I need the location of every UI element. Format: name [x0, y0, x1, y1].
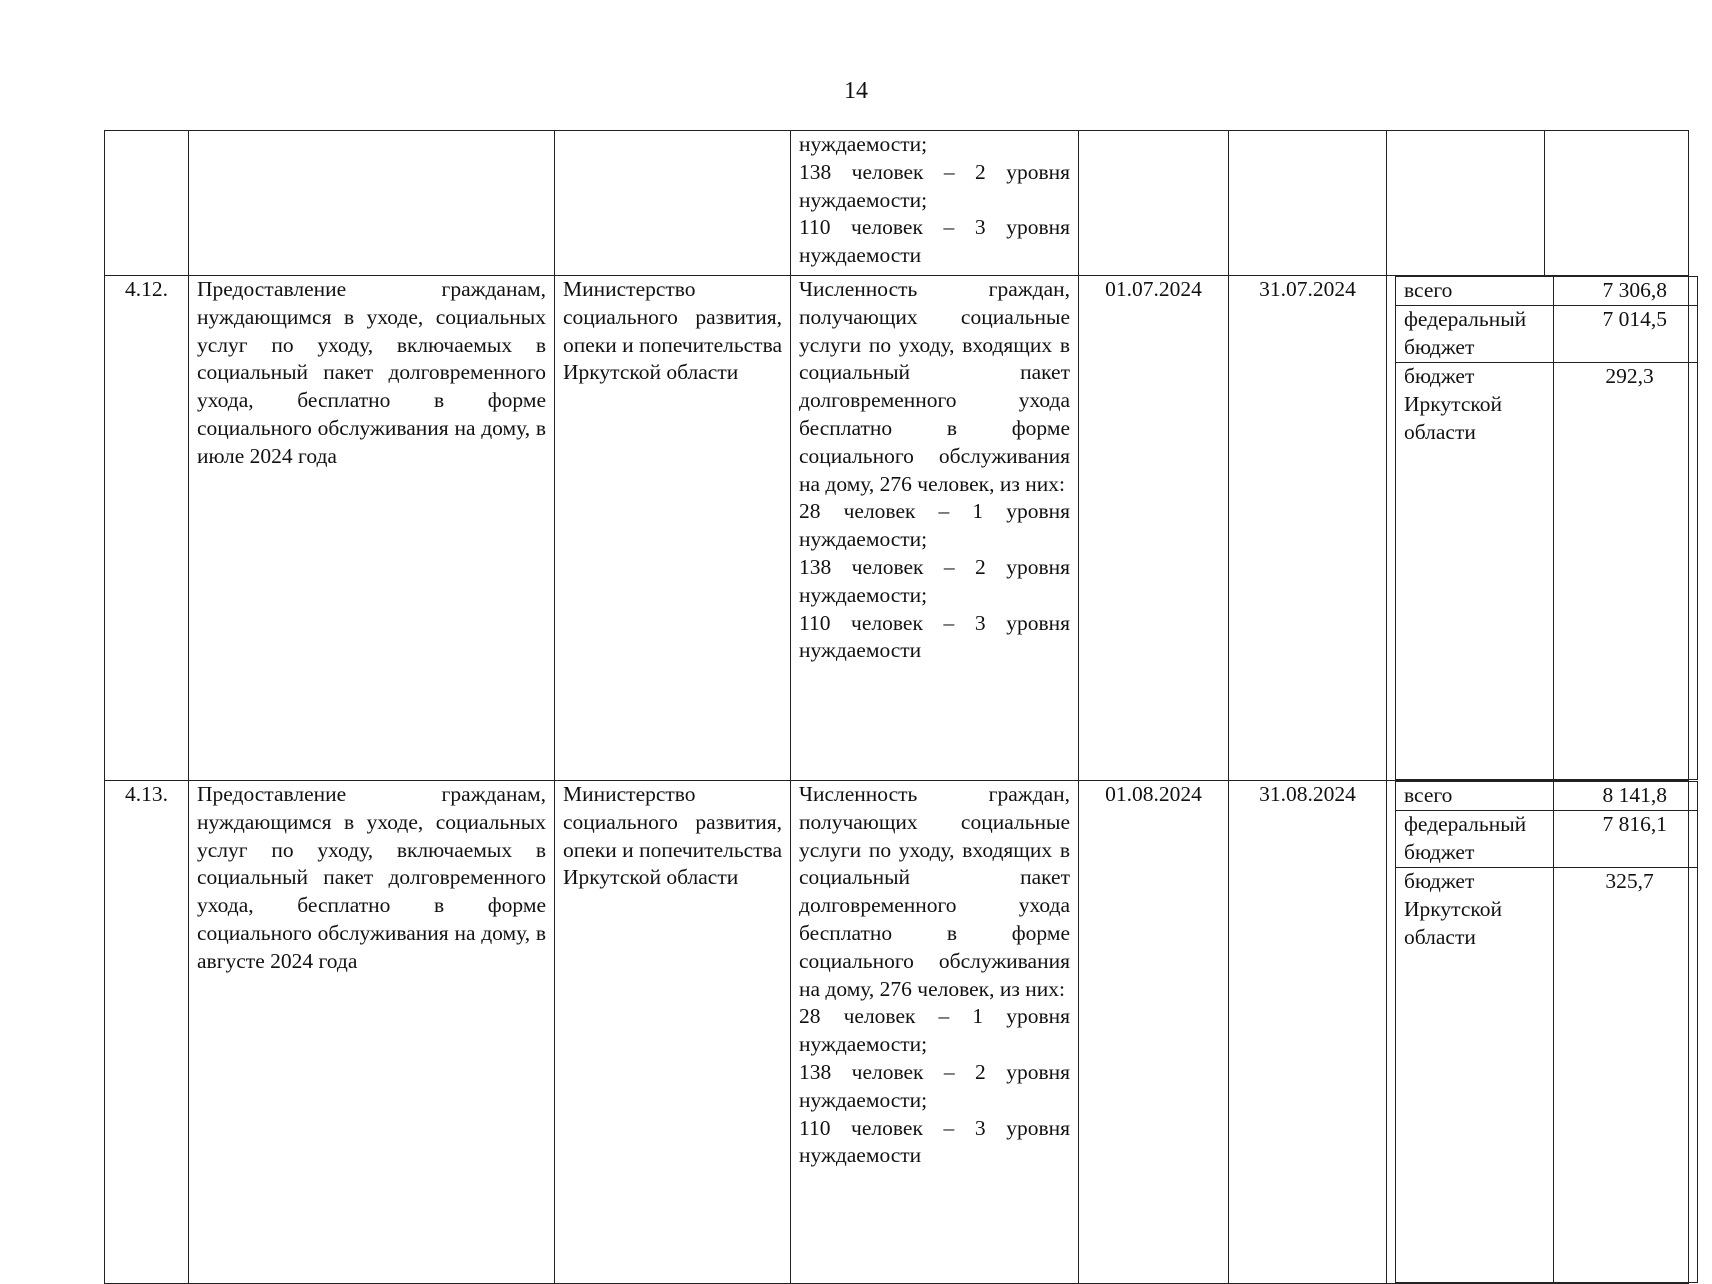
result-main: Численность граждан, получающих социальные услуги по уходу, входящих в социальный пакет долговременного ухода бесплатно в форме социального обслуживания на дому, 276 человек, из них: [799, 277, 1070, 496]
funding-table [1395, 781, 1698, 1283]
result-text [791, 781, 1079, 1284]
result-level-2: 138 человек – 2 уровня нуждаемости; [799, 1059, 1070, 1112]
funding-row [1396, 782, 1698, 811]
table-row [105, 781, 1689, 1284]
executor-text: Министерство социального развития, опеки и попечительства Иркутской области [555, 781, 791, 1284]
funding-source: всего [1396, 277, 1554, 306]
cell-amount [1545, 131, 1689, 276]
end-date: 31.07.2024 [1229, 276, 1387, 781]
funding-source: бюджет Иркутской области [1396, 363, 1554, 780]
result-text [791, 276, 1079, 781]
row-number: 4.13. [105, 781, 189, 1284]
executor-text: Министерство социального развития, опеки и попечительства Иркутской области [555, 276, 791, 781]
funding-cell [1387, 781, 1689, 1284]
funding-amount: 325,7 [1554, 868, 1698, 1283]
end-date: 31.08.2024 [1229, 781, 1387, 1284]
result-line: нуждаемости; [799, 132, 928, 156]
row-number: 4.12. [105, 276, 189, 781]
funding-row [1396, 277, 1698, 306]
funding-row [1396, 811, 1698, 868]
cell-event [189, 131, 555, 276]
funding-cell [1387, 276, 1689, 781]
result-level-1: 28 человек – 1 уровня нуждаемости; [799, 499, 1070, 552]
start-date: 01.07.2024 [1079, 276, 1229, 781]
cell-result [791, 131, 1079, 276]
cell-num [105, 131, 189, 276]
funding-source: федеральный бюджет [1396, 811, 1554, 868]
funding-amount: 8 141,8 [1554, 782, 1698, 811]
cell-end [1229, 131, 1387, 276]
page-number: 14 [844, 78, 868, 104]
result-line: 138 человек – 2 уровня нуждаемости; [799, 159, 1070, 212]
cell-executor [555, 131, 791, 276]
result-line: 110 человек – 3 уровня нуждаемости [799, 215, 1070, 268]
result-main: Численность граждан, получающих социальные услуги по уходу, входящих в социальный пакет долговременного ухода бесплатно в форме социального обслуживания на дому, 276 человек, из них: [799, 782, 1070, 1001]
funding-source: бюджет Иркутской области [1396, 868, 1554, 1283]
funding-amount: 292,3 [1554, 363, 1698, 780]
funding-source: федеральный бюджет [1396, 306, 1554, 363]
funding-table [1395, 276, 1698, 780]
event-text: Предоставление гражданам, нуждающимся в уходе, социальных услуг по уходу, включаемых в социальный пакет долговременного ухода, бесплатно в форме социального обслуживания на дому, в июле 2024 года [189, 276, 555, 781]
event-text: Предоставление гражданам, нуждающимся в уходе, социальных услуг по уходу, включаемых в социальный пакет долговременного ухода, бесплатно в форме социального обслуживания на дому, в августе 2024 года [189, 781, 555, 1284]
result-level-3: 110 человек – 3 уровня нуждаемости [799, 610, 1070, 663]
funding-row [1396, 363, 1698, 780]
funding-source: всего [1396, 782, 1554, 811]
funding-row [1396, 868, 1698, 1283]
cell-source [1387, 131, 1545, 276]
cell-start [1079, 131, 1229, 276]
result-level-2: 138 человек – 2 уровня нуждаемости; [799, 554, 1070, 607]
funding-amount: 7 306,8 [1554, 277, 1698, 306]
start-date: 01.08.2024 [1079, 781, 1229, 1284]
funding-amount: 7 014,5 [1554, 306, 1698, 363]
table-row [105, 276, 1689, 781]
result-level-3: 110 человек – 3 уровня нуждаемости [799, 1115, 1070, 1168]
funding-row [1396, 306, 1698, 363]
funding-amount: 7 816,1 [1554, 811, 1698, 868]
continuation-row [105, 131, 1689, 276]
activity-table [104, 130, 1689, 1284]
result-level-1: 28 человек – 1 уровня нуждаемости; [799, 1004, 1070, 1057]
